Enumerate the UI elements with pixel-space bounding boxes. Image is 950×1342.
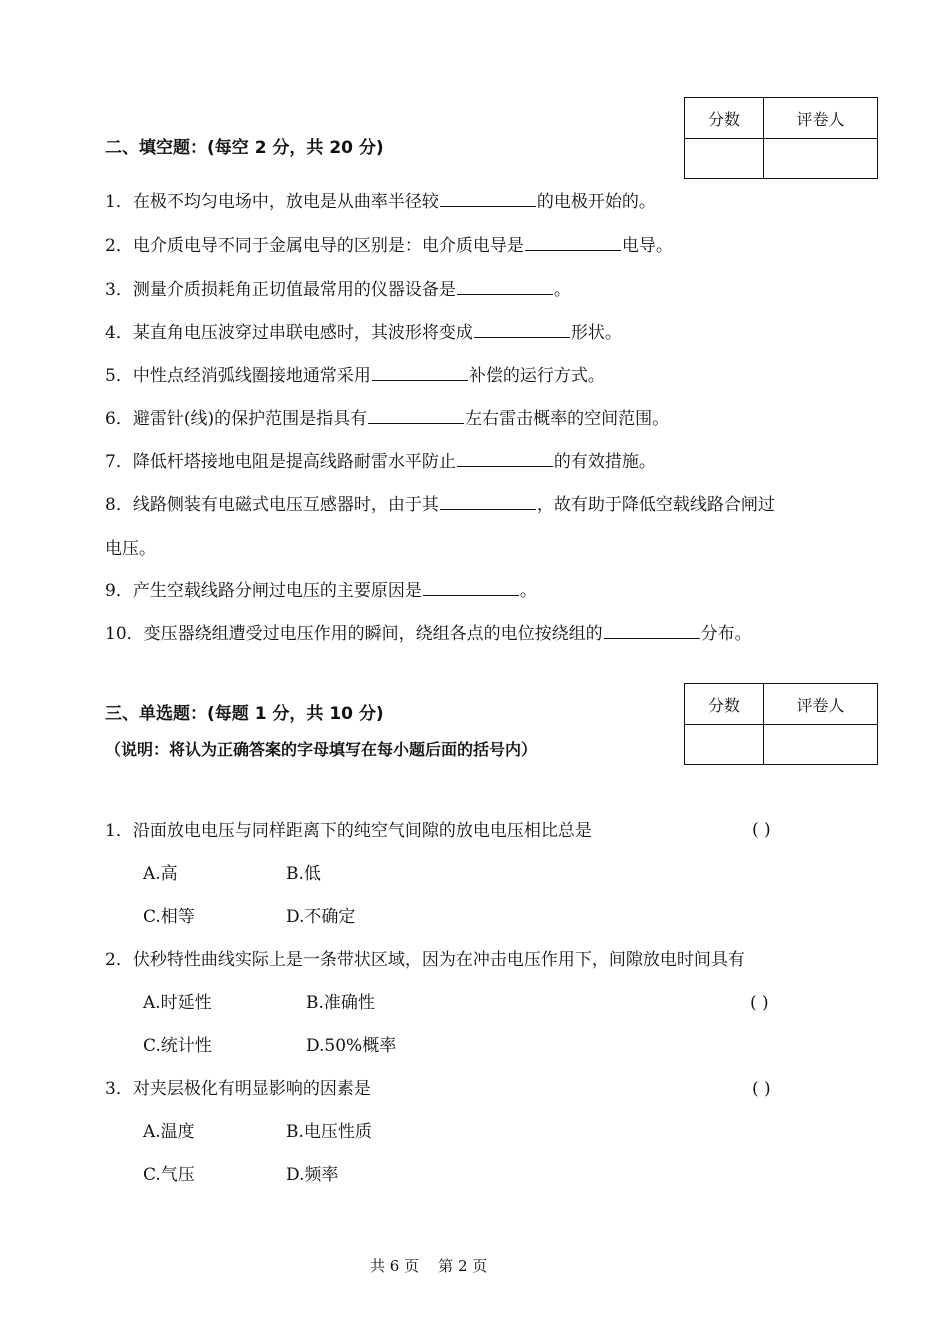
answer-blank[interactable]	[440, 191, 536, 207]
answer-blank[interactable]	[604, 623, 700, 639]
answer-blank[interactable]	[423, 580, 519, 596]
answer-blank[interactable]	[457, 451, 553, 467]
page-footer	[370, 1255, 487, 1276]
option-b[interactable]: B.准确性	[306, 993, 375, 1013]
fill-item-continuation: 电压。	[105, 539, 156, 559]
option-a[interactable]: A.高	[143, 864, 178, 884]
option-c[interactable]: C.相等	[143, 907, 195, 927]
choice-section-note: （说明：将认为正确答案的字母填写在每小题后面的括号内）	[105, 740, 538, 759]
fill-item: 4．某直角电压波穿过串联电感时，其波形将变成 形状。	[105, 323, 622, 343]
grader-label: 评卷人	[764, 98, 878, 139]
score-cell[interactable]	[685, 725, 764, 765]
fill-item: 3．测量介质损耗角正切值最常用的仪器设备是 。	[105, 280, 571, 300]
choice-section-header: 三、单选题：(每题 1 分，共 10 分)	[105, 704, 384, 724]
answer-blank[interactable]	[474, 322, 570, 338]
option-b[interactable]: B.电压性质	[286, 1122, 372, 1142]
option-c[interactable]: C.气压	[143, 1165, 195, 1185]
fill-item: 9．产生空载线路分闸过电压的主要原因是 。	[105, 581, 537, 601]
answer-blank[interactable]	[457, 279, 553, 295]
fill-section-header: 二、填空题：(每空 2 分，共 20 分)	[105, 138, 384, 158]
answer-blank[interactable]	[372, 365, 468, 381]
answer-blank[interactable]	[440, 494, 536, 510]
answer-parentheses[interactable]: ( )	[750, 993, 769, 1013]
score-box-choice	[684, 683, 878, 765]
grader-label: 评卷人	[764, 684, 878, 725]
fill-item: 2．电介质电导不同于金属电导的区别是：电介质电导是 电导。	[105, 236, 673, 256]
total-pages: 共 6 页	[370, 1257, 420, 1275]
question-stem: 1．沿面放电电压与同样距离下的纯空气间隙的放电电压相比总是	[105, 821, 592, 841]
option-d[interactable]: D.50%概率	[306, 1036, 397, 1056]
answer-blank[interactable]	[368, 408, 464, 424]
answer-blank[interactable]	[525, 235, 621, 251]
score-cell[interactable]	[685, 139, 764, 179]
answer-parentheses[interactable]: ( )	[752, 1079, 771, 1099]
option-c[interactable]: C.统计性	[143, 1036, 212, 1056]
score-label: 分数	[685, 98, 764, 139]
score-label: 分数	[685, 684, 764, 725]
fill-item: 1．在极不均匀电场中，放电是从曲率半径较 的电极开始的。	[105, 192, 656, 212]
option-a[interactable]: A.温度	[143, 1122, 195, 1142]
fill-item: 5．中性点经消弧线圈接地通常采用 补偿的运行方式。	[105, 366, 605, 386]
option-d[interactable]: D.频率	[286, 1165, 339, 1185]
grader-cell[interactable]	[764, 725, 878, 765]
fill-item: 10．变压器绕组遭受过电压作用的瞬间，绕组各点的电位按绕组的 分布。	[105, 624, 752, 644]
fill-item: 6．避雷针(线)的保护范围是指具有 左右雷击概率的空间范围。	[105, 409, 670, 429]
option-d[interactable]: D.不确定	[286, 907, 356, 927]
option-a[interactable]: A.时延性	[143, 993, 212, 1013]
question-stem: 2．伏秒特性曲线实际上是一条带状区域，因为在冲击电压作用下，间隙放电时间具有	[105, 950, 745, 970]
grader-cell[interactable]	[764, 139, 878, 179]
score-box-fill	[684, 97, 878, 179]
option-b[interactable]: B.低	[286, 864, 321, 884]
answer-parentheses[interactable]: ( )	[752, 820, 771, 840]
current-page: 第 2 页	[438, 1257, 488, 1275]
fill-item: 8．线路侧装有电磁式电压互感器时，由于其 ，故有助于降低空载线路合闸过	[105, 495, 775, 515]
question-stem: 3．对夹层极化有明显影响的因素是	[105, 1079, 371, 1099]
fill-item: 7．降低杆塔接地电阻是提高线路耐雷水平防止 的有效措施。	[105, 452, 656, 472]
